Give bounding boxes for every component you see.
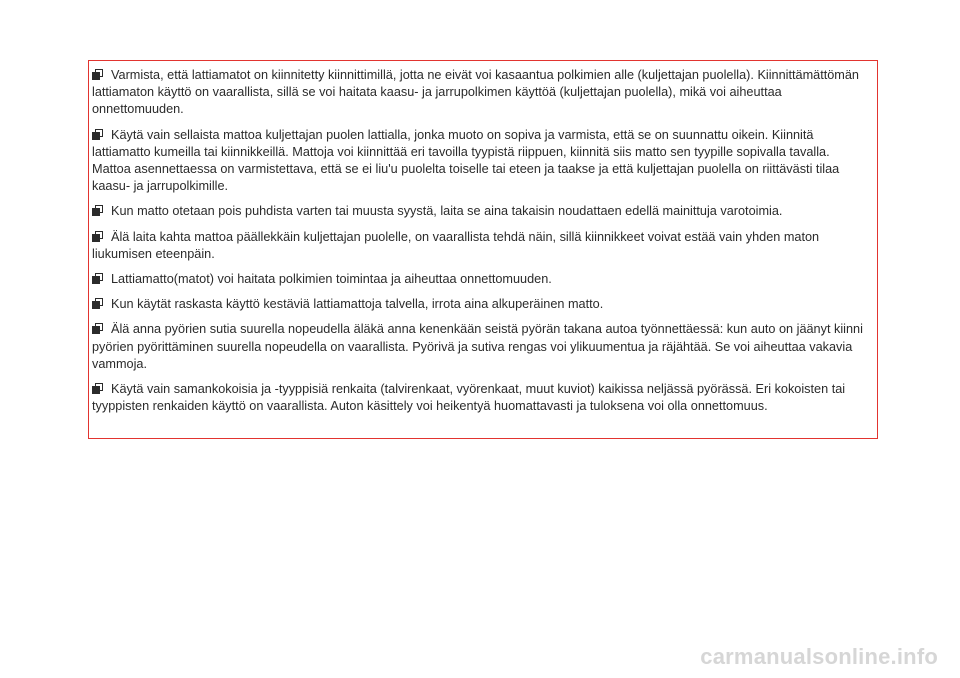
warning-bullet-text: Käytä vain sellaista mattoa kuljettajan puolen lattialla, jonka muoto on sopiva ja varmista, että se on suunnattu oikein. Kiinnitä lattiamatto kumeilla tai kiinnikkeillä. Mattoja voi kiinnittää eri tavoilla tyypistä riippuen, kiinnitä siis matto sen tyypille sopivalla tavalla. Mattoa asennettaessa on varmistettava, että se ei liu'u puolelta toiselle tai eteen ja taakse ja että kuljettajan puolella on riittävästi tilaa kaasu- ja jarrupolkimille. bbox=[92, 127, 840, 194]
warning-bullet-7 bbox=[92, 321, 869, 373]
checkbox-bullet-icon bbox=[92, 231, 105, 242]
warning-bullet-text: Käytä vain samankokoisia ja -tyyppisiä renkaita (talvirenkaat, vyörenkaat, muut kuviot) kaikissa neljässä pyörässä. Eri kokoisten tai tyyppisten renkaiden käyttö on vaarallista. Auton käsittely voi heikentyä huomattavasti ja tuloksena voi olla onnettomuus. bbox=[92, 382, 846, 414]
checkbox-bullet-icon bbox=[92, 69, 105, 80]
checkbox-bullet-icon bbox=[92, 383, 105, 394]
checkbox-bullet-icon bbox=[92, 323, 105, 334]
warning-bullet-text: Älä anna pyörien sutia suurella nopeudella äläkä anna kenenkään seistä pyörän takana autoa työnnettäessä: kun auto on jäänyt kiinni pyörien pyörittäminen suurella nopeudella on vaarallista. Pyörivä ja sutiva rengas voi ylikuumentua ja räjähtää. Se voi aiheuttaa vakavia vammoja. bbox=[92, 322, 863, 371]
warning-bullet-8 bbox=[92, 381, 869, 415]
warning-bullet-4 bbox=[92, 229, 869, 263]
warning-bullet-1 bbox=[92, 67, 869, 119]
warning-bullet-2 bbox=[92, 127, 869, 196]
warning-bullet-text: Kun käytät raskasta käyttö kestäviä lattiamattoja talvella, irrota aina alkuperäinen matto. bbox=[111, 297, 604, 312]
checkbox-bullet-icon bbox=[92, 205, 105, 216]
warning-box bbox=[88, 60, 878, 439]
watermark: carmanualsonline.info bbox=[700, 644, 938, 669]
warning-bullet-text: Kun matto otetaan pois puhdista varten tai muusta syystä, laita se aina takaisin noudattaen edellä mainittuja varotoimia. bbox=[111, 204, 783, 219]
checkbox-bullet-icon bbox=[92, 273, 105, 284]
warning-bullet-text: Varmista, että lattiamatot on kiinnitetty kiinnittimillä, jotta ne eivät voi kasaantua polkimien alle (kuljettajan puolella). Kiinnittämättömän lattiamaton käyttö on vaarallista, sillä se voi haitata kaasu- ja jarrupolkimen käyttöä (kuljettajan puolella), mikä voi aiheuttaa onnettomuuden. bbox=[92, 68, 859, 117]
warning-bullet-text: Älä laita kahta mattoa päällekkäin kuljettajan puolelle, on vaarallista tehdä näin, sillä kiinnikkeet voivat estää vain yhden maton liukumisen eteenpäin. bbox=[92, 229, 820, 261]
warning-bullet-5 bbox=[92, 271, 869, 288]
checkbox-bullet-icon bbox=[92, 298, 105, 309]
warning-bullet-text: Lattiamatto(matot) voi haitata polkimien toimintaa ja aiheuttaa onnettomuuden. bbox=[111, 272, 552, 287]
checkbox-bullet-icon bbox=[92, 129, 105, 140]
warning-bullet-6 bbox=[92, 296, 869, 313]
warning-bullet-3 bbox=[92, 203, 869, 220]
